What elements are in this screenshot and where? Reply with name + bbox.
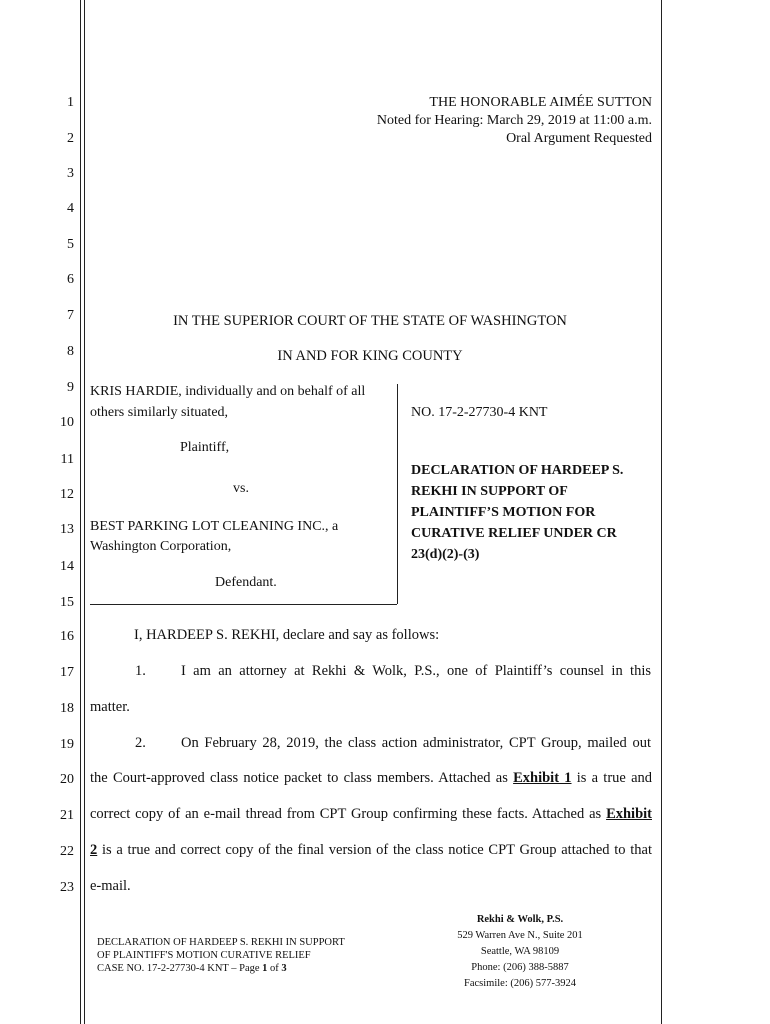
line-number: 10	[60, 415, 74, 430]
footer-line-1: DECLARATION OF HARDEEP S. REKHI IN SUPPORT	[97, 937, 345, 948]
caption-underline	[90, 604, 397, 605]
line-number: 19	[60, 737, 74, 752]
firm-phone: Phone: (206) 388-5887	[471, 962, 569, 973]
exhibit-2-number[interactable]: 2	[90, 842, 98, 858]
footer-case-no: CASE NO. 17-2-27730-4 KNT – Page	[97, 963, 263, 974]
line-number: 6	[67, 272, 74, 287]
firm-city: Seattle, WA 98109	[480, 946, 560, 957]
line-number: 5	[67, 237, 74, 252]
document-title: DECLARATION OF HARDEEP S. REKHI IN SUPPORT OF PLAINTIFF’S MOTION FOR CURATIVE RELIEF UNDER CR 23(d)(2)-(3)	[411, 463, 624, 562]
paragraph-1-number: 1.	[135, 663, 146, 679]
body-line-22	[90, 842, 652, 859]
line-number: 15	[60, 595, 74, 610]
line-22-text: is a true and correct copy of the final version of the class notice CPT Group attached to that	[97, 842, 652, 858]
plaintiff-role: Plaintiff,	[180, 440, 230, 455]
judge-name: THE HONORABLE AIMÉE SUTTON	[429, 95, 652, 110]
line-number: 8	[67, 344, 74, 359]
paragraph-1-text: I am an attorney at Rekhi & Wolk, P.S., one of Plaintiff’s counsel in this	[181, 663, 651, 679]
line-number: 11	[60, 452, 74, 467]
court-name: IN THE SUPERIOR COURT OF THE STATE OF WASHINGTON	[173, 313, 567, 329]
exhibit-1-link[interactable]: Exhibit 1	[513, 770, 572, 786]
declaration-intro: I, HARDEEP S. REKHI, declare and say as follows:	[134, 627, 440, 643]
line-number: 1	[67, 95, 74, 110]
line-number: 14	[60, 559, 74, 574]
versus: vs.	[233, 481, 249, 496]
oral-argument: Oral Argument Requested	[506, 131, 652, 146]
line-number: 21	[60, 808, 74, 823]
line-20-text-a: the Court-approved class notice packet to class members. Attached as	[90, 770, 514, 786]
line-number: 12	[60, 487, 74, 502]
line-number: 3	[67, 166, 74, 181]
line-number: 4	[67, 201, 74, 216]
line-number: 13	[60, 522, 74, 537]
line-number: 17	[60, 665, 74, 680]
plaintiff-name-cont: others similarly situated,	[90, 405, 229, 420]
firm-block	[440, 912, 600, 992]
defendant-name: BEST PARKING LOT CLEANING INC., a	[90, 519, 339, 534]
left-margin-rule-outer	[80, 0, 81, 1024]
firm-address: 529 Warren Ave N., Suite 201	[457, 930, 583, 941]
exhibit-2-link[interactable]: Exhibit	[606, 806, 652, 822]
footer-line-3	[97, 962, 345, 975]
line-number: 2	[67, 131, 74, 146]
line-number: 22	[60, 844, 74, 859]
defendant-role: Defendant.	[215, 575, 277, 590]
line-number: 18	[60, 701, 74, 716]
case-number: NO. 17-2-27730-4 KNT	[411, 405, 548, 420]
defendant-name-cont: Washington Corporation,	[90, 539, 232, 554]
footer-page-total: 3	[281, 963, 287, 974]
paragraph-2-text: On February 28, 2019, the class action administrator, CPT Group, mailed out	[181, 735, 651, 751]
firm-fax: Facsimile: (206) 577-3924	[464, 978, 576, 989]
plaintiff-name: KRIS HARDIE, individually and on behalf of all	[90, 384, 366, 399]
footer-of: of	[267, 963, 282, 974]
footer-page-number: 1	[262, 963, 268, 974]
footer-line-2: OF PLAINTIFF'S MOTION CURATIVE RELIEF	[97, 950, 311, 961]
caption-divider	[397, 384, 398, 604]
body-line-23: e-mail.	[90, 878, 131, 894]
line-number: 20	[60, 772, 74, 787]
paragraph-1-continuation: matter.	[90, 699, 130, 715]
line-number: 23	[60, 880, 74, 895]
firm-name: Rekhi & Wolk, P.S.	[476, 914, 564, 925]
paragraph-2-number: 2.	[135, 735, 146, 751]
line-number: 9	[67, 380, 74, 395]
body-line-21	[90, 806, 652, 823]
line-20-text-b: is a true and	[571, 770, 653, 786]
hearing-date: Noted for Hearing: March 29, 2019 at 11:00 a.m.	[376, 113, 652, 128]
court-county: IN AND FOR KING COUNTY	[277, 348, 463, 364]
line-number: 16	[60, 629, 74, 644]
body-line-20	[90, 770, 652, 787]
footer-title	[97, 936, 345, 975]
line-number: 7	[67, 308, 74, 323]
line-21-text-a: correct copy of an e-mail thread from CPT Group confirming these facts. Attached as	[90, 806, 607, 822]
right-margin-rule	[661, 0, 662, 1024]
left-margin-rule-inner	[84, 0, 85, 1024]
